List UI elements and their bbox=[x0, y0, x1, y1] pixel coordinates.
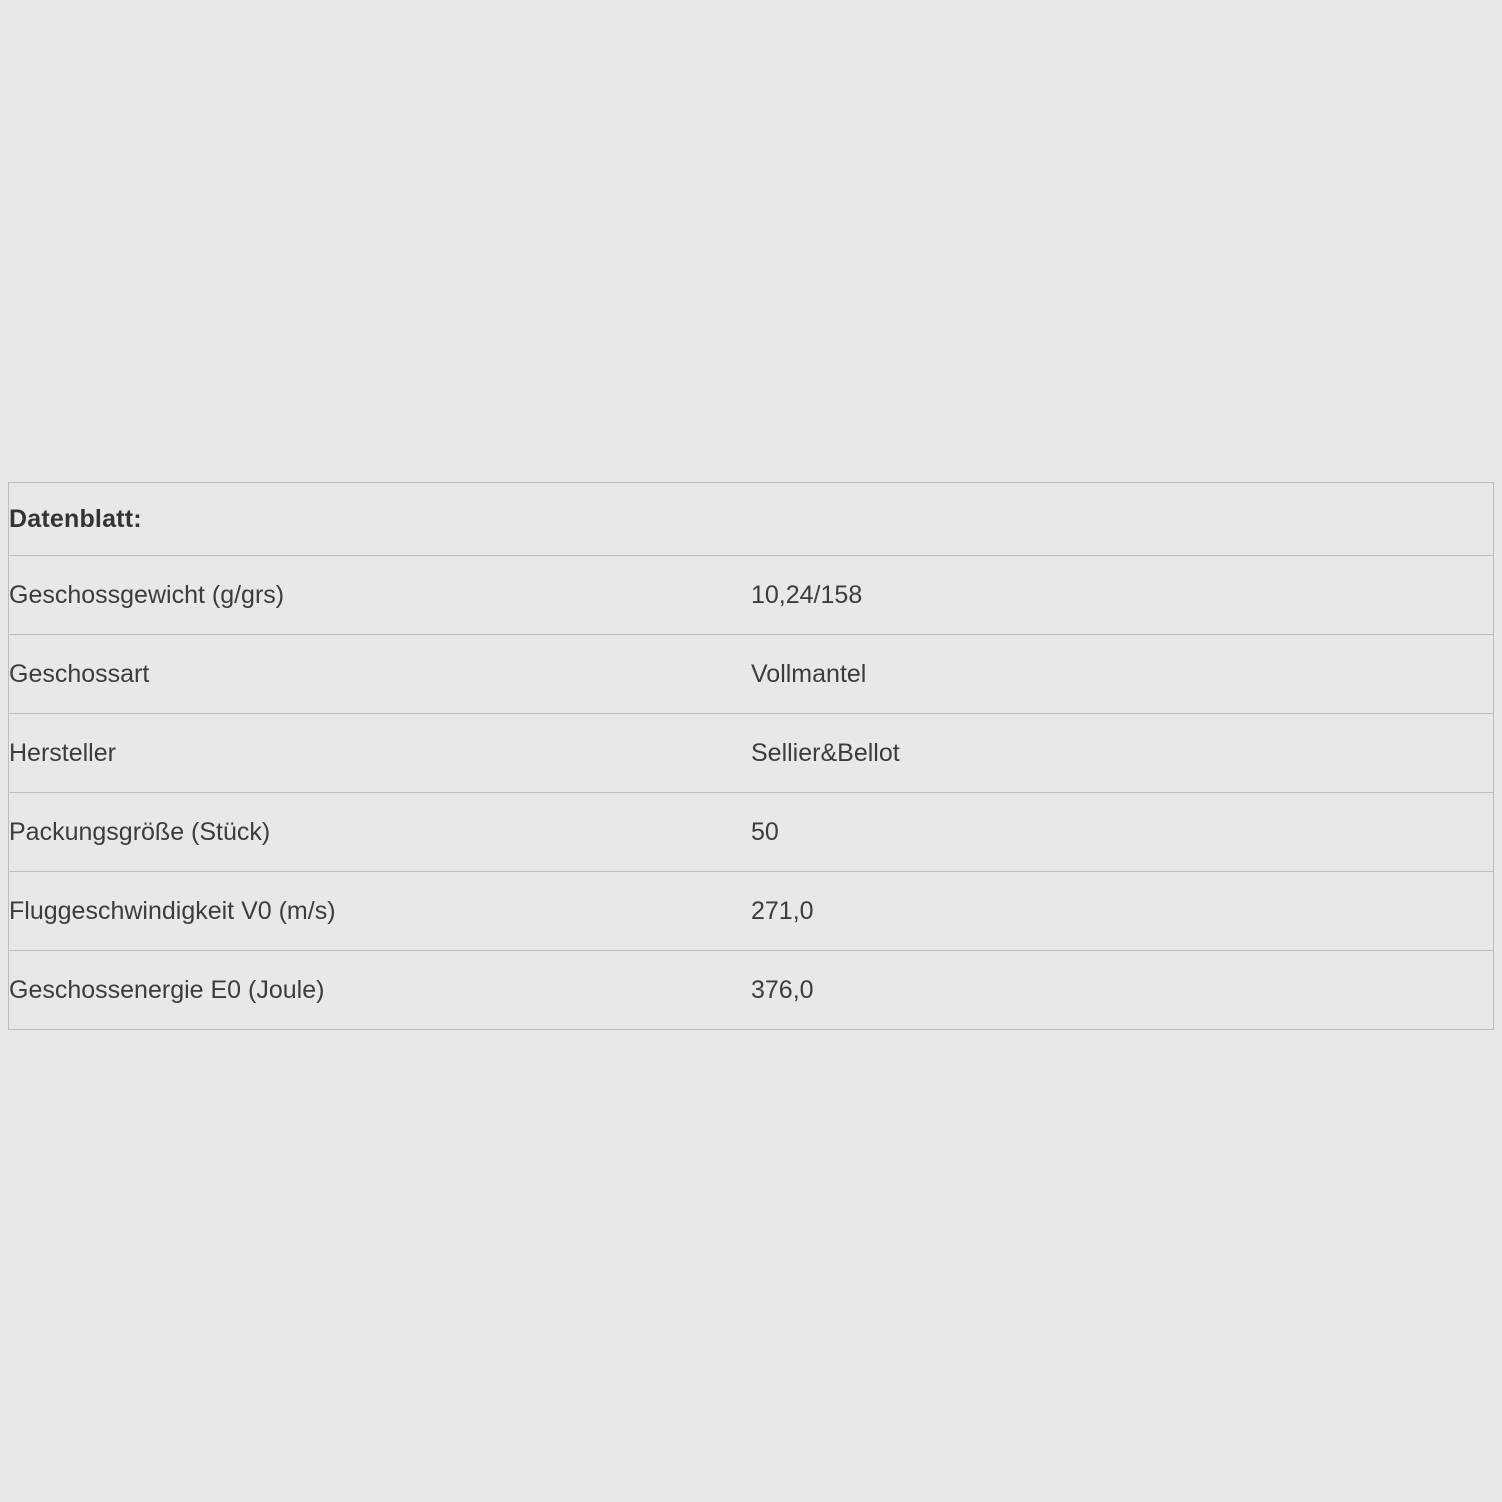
table-row bbox=[9, 951, 1494, 1030]
table-row bbox=[9, 714, 1494, 793]
table-row bbox=[9, 556, 1494, 635]
row-label: Geschossart bbox=[9, 659, 150, 688]
row-label: Hersteller bbox=[9, 738, 116, 767]
row-label: Geschossgewicht (g/grs) bbox=[9, 580, 285, 609]
datasheet-body bbox=[9, 483, 1494, 1030]
datasheet-caption: Datenblatt: bbox=[9, 504, 142, 533]
row-value: 376,0 bbox=[751, 951, 1494, 1030]
row-value: Sellier&Bellot bbox=[751, 738, 900, 767]
row-value: Vollmantel bbox=[751, 659, 867, 688]
row-value: 271,0 bbox=[751, 896, 814, 925]
datasheet-table bbox=[8, 482, 1494, 1030]
row-value: 10,24/158 bbox=[751, 580, 863, 609]
table-row bbox=[9, 872, 1494, 951]
row-label: Geschossenergie E0 (Joule) bbox=[9, 951, 752, 1030]
row-label: Fluggeschwindigkeit V0 (m/s) bbox=[9, 896, 336, 925]
row-value: 50 bbox=[751, 817, 779, 846]
row-label: Packungsgröße (Stück) bbox=[9, 817, 271, 846]
datasheet-caption-row bbox=[9, 483, 1494, 556]
table-row bbox=[9, 635, 1494, 714]
table-row bbox=[9, 793, 1494, 872]
